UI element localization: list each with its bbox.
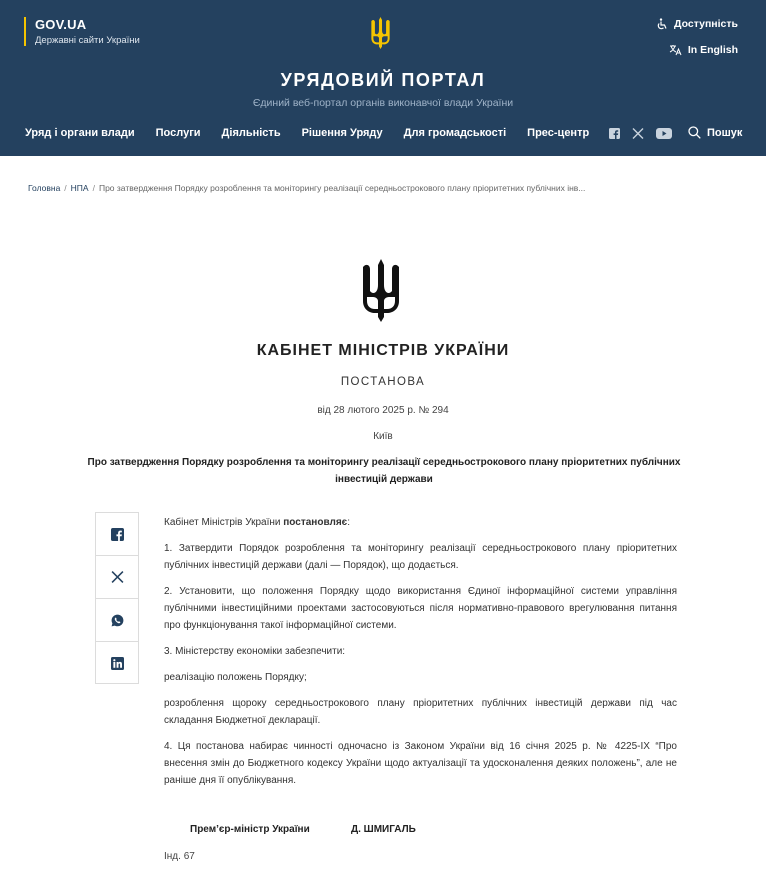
main-nav [25,127,589,139]
nav-item-services[interactable]: Послуги [155,127,201,139]
document-paragraph: 1. Затвердити Порядок розроблення та моніторингу реалізації середньострокового плану пріоритетних публічних інвестицій держави (далі — Порядок), що додається. [164,543,677,571]
x-icon[interactable] [632,126,644,144]
whatsapp-icon [111,614,124,627]
search-icon [688,126,701,139]
signer-name: Д. ШМИГАЛЬ [351,824,416,835]
intro-bold: постановляє [283,517,348,528]
nav-item-activity[interactable]: Діяльність [221,127,281,139]
document-paragraph: 2. Установити, що положення Порядку щодо використання Єдиної інформаційної системи управління публічними інвестиційними проектами застосовуються після нормативно-правового врегулювання питання про функціонування такої інформаційної системи. [164,586,677,631]
language-label: In English [687,44,738,56]
accessibility-label: Доступність [673,18,738,30]
breadcrumb-home[interactable]: Головна [28,183,61,193]
gov-ua-title: GOV.UA [35,17,87,32]
x-icon [111,571,124,583]
portal-subtitle: Єдиний веб-портал органів виконавчої влади України [252,97,514,109]
translate-icon [669,44,682,56]
youtube-icon[interactable] [656,126,672,144]
document-paragraph: 3. Міністерству економіки забезпечити: [164,646,346,657]
document-paragraph: реалізацію положень Порядку; [164,672,307,683]
breadcrumb-npa[interactable]: НПА [70,183,89,193]
facebook-icon[interactable] [609,126,620,144]
site-header [0,0,766,156]
share-whatsapp-button[interactable] [96,599,138,642]
document-index: Інд. 67 [164,851,195,862]
nav-item-government[interactable]: Уряд і органи влади [25,127,135,139]
document-paragraph: розроблення щороку середньострокового плану пріоритетних публічних інвестицій держави під час складання Бюджетної декларації. [164,698,677,726]
portal-title[interactable]: УРЯДОВИЙ ПОРТАЛ [280,70,486,90]
document-type: ПОСТАНОВА [340,376,426,388]
intro-prefix: Кабінет Міністрів України [164,517,284,528]
linkedin-icon [111,657,124,670]
accessibility-button[interactable] [656,18,738,30]
breadcrumb [28,183,585,193]
document-city: Київ [373,431,393,442]
share-x-button[interactable] [96,556,138,599]
share-linkedin-button[interactable] [96,642,138,685]
header-social-links [609,126,672,144]
document-title: Про затвердження Порядку розроблення та моніторингу реалізації середньострокового плану пріоритетних публічних інвестицій держави [87,457,681,485]
breadcrumb-separator: / [92,183,95,193]
facebook-icon [111,528,124,541]
share-facebook-button[interactable] [96,513,138,556]
document-paragraph: 4. Ця постанова набирає чинності одночасно із Законом України від 16 січня 2025 р. № 4225-IX “Про внесення змін до Бюджетного кодексу України щодо актуалізації та удосконалення деяких положень”, але не раніше дня її опублікування. [164,741,677,786]
nav-item-public[interactable]: Для громадськості [403,127,507,139]
language-switch[interactable] [669,44,738,56]
nav-item-decisions[interactable]: Рішення Уряду [301,127,383,139]
document-intro [164,514,677,531]
search-button[interactable] [688,126,742,139]
gov-ua-link[interactable] [24,17,140,46]
share-panel [95,512,139,684]
document-date: від 28 лютого 2025 р. № 294 [317,405,449,416]
coat-of-arms-icon[interactable] [370,17,391,49]
document-body [164,514,677,798]
accessibility-icon [656,18,668,30]
document-organization: КАБІНЕТ МІНІСТРІВ УКРАЇНИ [256,342,510,359]
gov-ua-subtitle: Державні сайти України [35,35,140,46]
signer-role: Прем’єр-міністр України [190,824,310,835]
intro-suffix: : [347,517,350,528]
search-label: Пошук [707,126,743,139]
breadcrumb-current: Про затвердження Порядку розроблення та моніторингу реалізації середньострокового плану пріоритетних публічних інв... [98,183,586,193]
nav-item-press[interactable]: Прес-центр [527,127,590,139]
coat-of-arms-icon [361,259,401,322]
breadcrumb-separator: / [64,183,67,193]
